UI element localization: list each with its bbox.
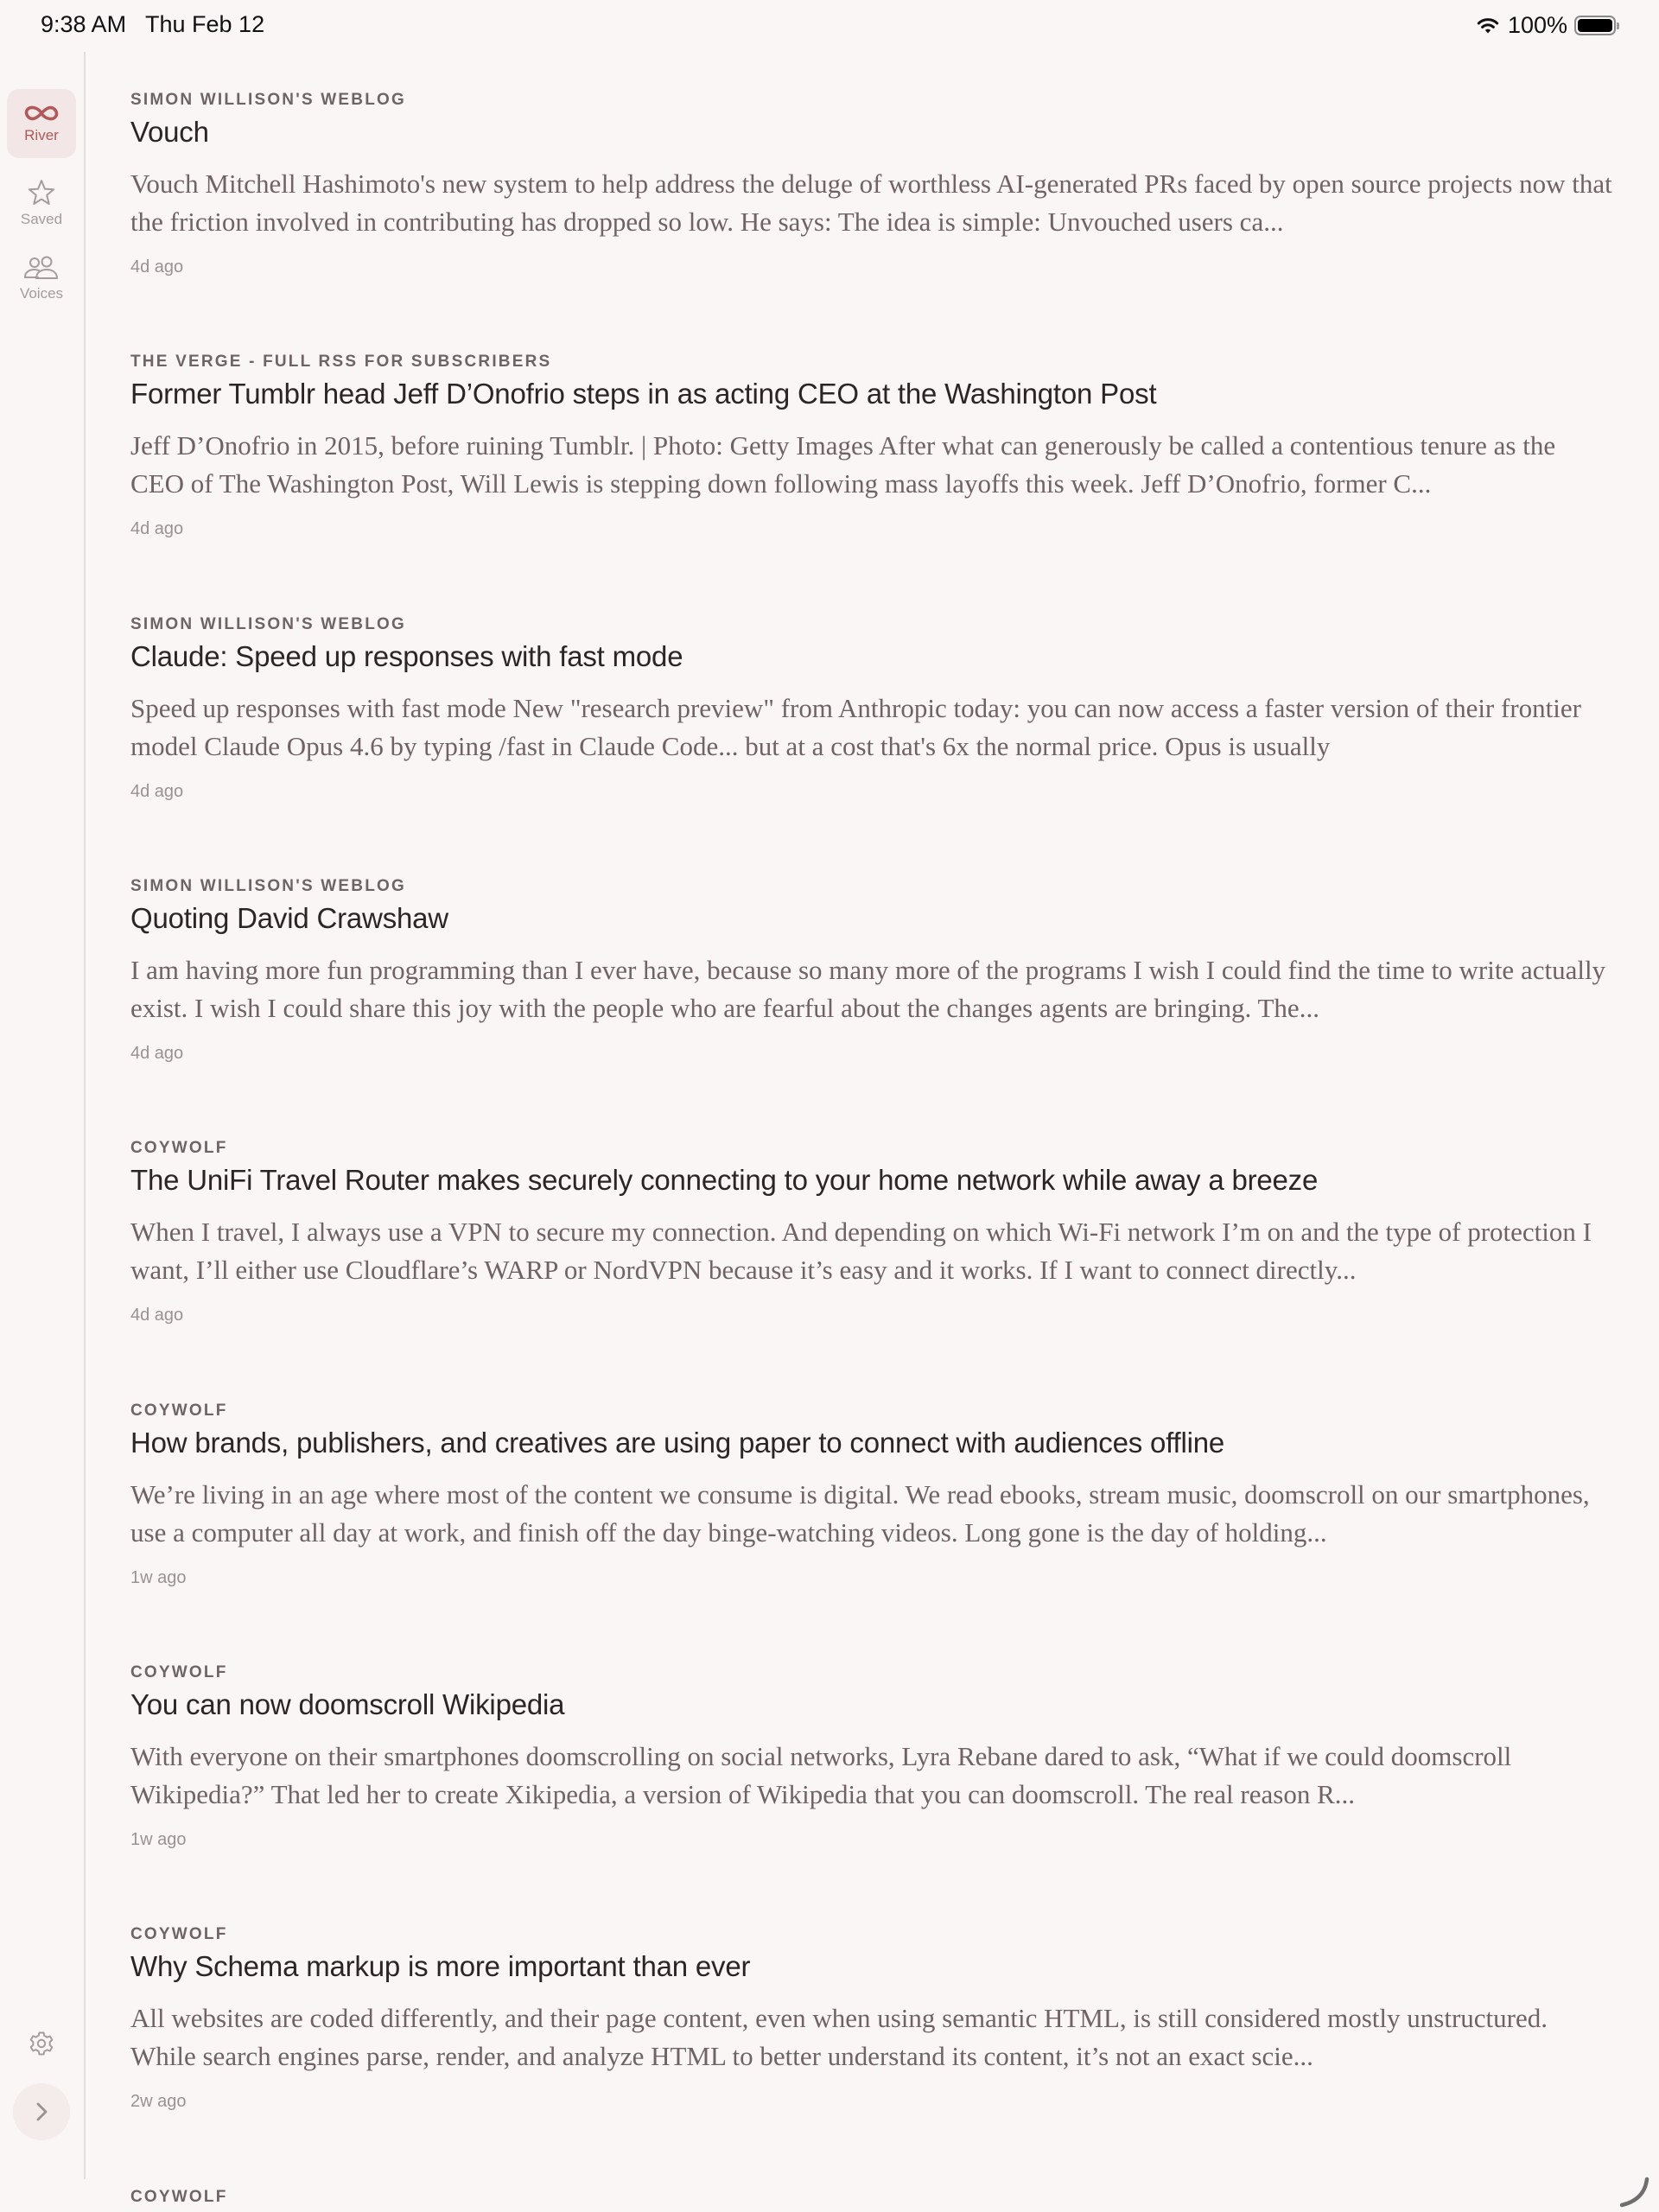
feed-item-timestamp: 2w ago [130, 2092, 187, 2111]
gear-icon [27, 2029, 56, 2058]
feed-item-source: COYWOLF [130, 1402, 228, 1420]
status-indicators [1475, 11, 1616, 39]
settings-button[interactable] [25, 2027, 58, 2060]
sidebar-item-label: River [24, 127, 59, 143]
feed-item-timestamp: 1w ago [130, 1568, 187, 1587]
feed-item-title[interactable]: You can now doomscroll Wikipedia [130, 1688, 565, 1720]
feed-item-snippet: Vouch Mitchell Hashimoto's new system to help address the deluge of worthless AI-generated PRs faced by open source projects now that the friction involved in contributing has dropped so low. He says: The idea is simple: Unvouched users ca... [130, 168, 1612, 237]
sidebar-item-label: Voices [19, 285, 64, 302]
window-resize-handle[interactable] [1611, 2169, 1654, 2212]
feed-item-timestamp: 4d ago [130, 782, 184, 801]
feed-item-title[interactable]: Why Schema markup is more important than ever [130, 1950, 751, 1982]
sidebar-item-saved[interactable] [7, 168, 76, 238]
expand-sidebar-button[interactable] [13, 2083, 70, 2140]
feed-item-timestamp: 4d ago [130, 257, 184, 276]
feed-item-timestamp: 4d ago [130, 519, 184, 538]
feed-item-title[interactable]: Vouch [130, 116, 209, 148]
people-icon [22, 256, 60, 282]
feed-item-snippet: Jeff D’Onofrio in 2015, before ruining Tumblr. | Photo: Getty Images After what can generously be called a contentious tenure as the CEO of The Washington Post, Will Lewis is stepping down following mass layoffs this week. Jeff D’Onofrio, former C... [130, 430, 1556, 499]
feed-item-title[interactable]: Claude: Speed up responses with fast mode [130, 640, 683, 672]
sidebar [0, 52, 84, 2177]
status-time: 9:38 AM [41, 11, 127, 37]
star-icon [27, 178, 56, 207]
feed-item-snippet: I am having more fun programming than I ever have, because so many more of the programs I wish I could find the time to write actually exist. I wish I could share this joy with the people who are fearful about the changes agents are bringing. The... [130, 955, 1606, 1023]
feed-item-source: SIMON WILLISON'S WEBLOG [130, 615, 406, 633]
feed-item-source: COYWOLF [130, 2188, 228, 2206]
feed-item[interactable] [130, 1924, 1617, 2186]
feed-item-snippet: Speed up responses with fast mode New "research preview" from Anthropic today: you can now access a faster version of their frontier model Claude Opus 4.6 by typing /fast in Claude Code... but at a cost that's 6x the normal price. Opus is usually [130, 693, 1581, 761]
feed-item-timestamp: 4d ago [130, 1306, 184, 1325]
sidebar-item-river[interactable] [7, 89, 76, 158]
feed-item-snippet: We’re living in an age where most of the content we consume is digital. We read ebooks, stream music, doomscroll on our smartphones, use a computer all day at work, and finish off the day binge-watching videos. Long gone is the day of holding... [130, 1479, 1590, 1548]
battery-percent: 100% [1507, 11, 1567, 38]
feed-item[interactable] [130, 90, 1617, 352]
feed-item-source: SIMON WILLISON'S WEBLOG [130, 91, 406, 109]
sidebar-item-label: Saved [20, 211, 63, 227]
feed-item[interactable] [130, 1401, 1617, 1662]
feed-item-timestamp: 4d ago [130, 1044, 184, 1063]
feed-item-source: COYWOLF [130, 1139, 228, 1157]
feed-item-source: SIMON WILLISON'S WEBLOG [130, 877, 406, 895]
feed-item-snippet: All websites are coded differently, and their page content, even when using semantic HTML, is still considered mostly unstructured. While search engines parse, render, and analyze HTML to better understand its content, it’s not an exact scie... [130, 2003, 1548, 2071]
feed-item[interactable] [130, 352, 1617, 613]
feed-item-timestamp: 1w ago [130, 1830, 187, 1849]
status-bar [0, 0, 1659, 52]
sidebar-item-voices[interactable] [7, 245, 76, 314]
feed-item-title[interactable]: The UniFi Travel Router makes securely connecting to your home network while away a breeze [130, 1164, 1319, 1196]
feed-item-title[interactable]: How brands, publishers, and creatives are using paper to connect with audiences offline [130, 1427, 1225, 1459]
feed-item-source: COYWOLF [130, 1663, 228, 1681]
feed-item-source: COYWOLF [130, 1925, 228, 1943]
feed-item[interactable] [130, 876, 1617, 1138]
feed-item[interactable] [130, 614, 1617, 876]
feed-item[interactable] [130, 2187, 1617, 2212]
wifi-icon [1475, 15, 1501, 35]
feed-item[interactable] [130, 1138, 1617, 1400]
sidebar-divider [84, 52, 86, 2179]
feed-item-snippet: With everyone on their smartphones doomscrolling on social networks, Lyra Rebane dared to ask, “What if we could doomscroll Wikipedia?” That led her to create Xikipedia, a version of Wikipedia that you can doomscroll. The real reason R... [130, 1741, 1512, 1809]
feed-item-title[interactable]: Former Tumblr head Jeff D’Onofrio steps in as acting CEO at the Washington Post [130, 378, 1157, 410]
feed-item-title[interactable]: Quoting David Crawshaw [130, 902, 448, 934]
status-date: Thu Feb 12 [145, 11, 265, 37]
infinity-icon [22, 103, 60, 124]
chevron-right-icon [33, 2101, 50, 2123]
battery-full-icon [1574, 16, 1616, 35]
feed-item-snippet: When I travel, I always use a VPN to secure my connection. And depending on which Wi-Fi network I’m on and the type of protection I want, I’ll either use Cloudflare’s WARP or NordVPN because it’s easy and it works. If I want to connect directly... [130, 1217, 1592, 1285]
feed-item[interactable] [130, 1662, 1617, 1924]
feed-item-source: THE VERGE - FULL RSS FOR SUBSCRIBERS [130, 353, 552, 371]
